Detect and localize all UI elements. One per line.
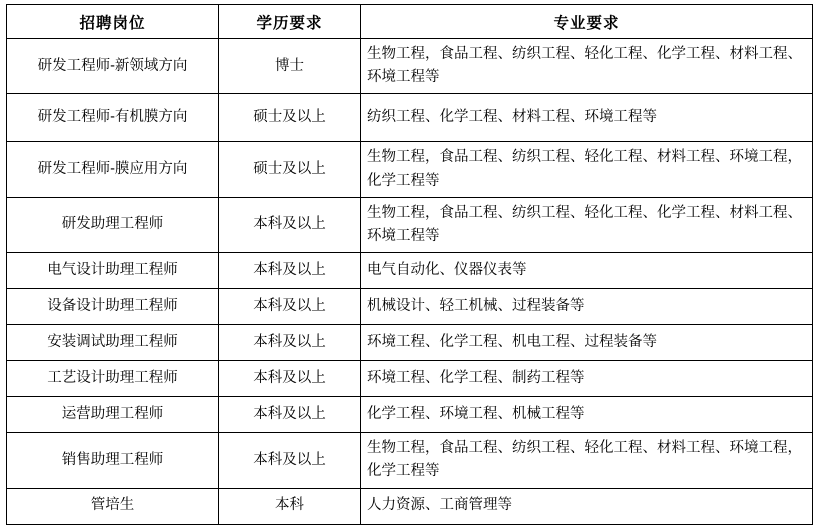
cell-major: 电气自动化、仪器仪表等 xyxy=(361,253,813,289)
cell-major: 环境工程、化学工程、机电工程、过程装备等 xyxy=(361,325,813,361)
cell-education: 本科 xyxy=(219,488,361,524)
column-header-post: 招聘岗位 xyxy=(7,5,219,39)
cell-post: 工艺设计助理工程师 xyxy=(7,361,219,397)
cell-post: 电气设计助理工程师 xyxy=(7,253,219,289)
cell-education: 硕士及以上 xyxy=(219,94,361,142)
cell-major: 化学工程、环境工程、机械工程等 xyxy=(361,397,813,433)
cell-education: 本科及以上 xyxy=(219,197,361,252)
table-row xyxy=(7,325,813,361)
table-row xyxy=(7,253,813,289)
cell-major: 机械设计、轻工机械、过程装备等 xyxy=(361,289,813,325)
table-row xyxy=(7,433,813,488)
table-row xyxy=(7,197,813,252)
table-row xyxy=(7,361,813,397)
table-row xyxy=(7,397,813,433)
column-header-education: 学历要求 xyxy=(219,5,361,39)
cell-post: 运营助理工程师 xyxy=(7,397,219,433)
table-row xyxy=(7,289,813,325)
cell-post: 管培生 xyxy=(7,488,219,524)
table-body xyxy=(7,39,813,525)
column-header-major: 专业要求 xyxy=(361,5,813,39)
cell-post: 研发工程师-膜应用方向 xyxy=(7,142,219,197)
cell-major: 生物工程，食品工程、纺织工程、轻化工程、化学工程、材料工程、环境工程等 xyxy=(361,197,813,252)
table-row xyxy=(7,39,813,94)
cell-major: 人力资源、工商管理等 xyxy=(361,488,813,524)
cell-education: 本科及以上 xyxy=(219,361,361,397)
cell-post: 研发工程师-有机膜方向 xyxy=(7,94,219,142)
cell-post: 研发助理工程师 xyxy=(7,197,219,252)
cell-education: 本科及以上 xyxy=(219,433,361,488)
cell-education: 本科及以上 xyxy=(219,397,361,433)
cell-major: 环境工程、化学工程、制药工程等 xyxy=(361,361,813,397)
table-row xyxy=(7,488,813,524)
cell-major: 生物工程，食品工程、纺织工程、轻化工程、化学工程、材料工程、环境工程等 xyxy=(361,39,813,94)
cell-education: 本科及以上 xyxy=(219,253,361,289)
table-header xyxy=(7,5,813,39)
cell-major: 生物工程，食品工程、纺织工程、轻化工程、材料工程、环境工程，化学工程等 xyxy=(361,433,813,488)
cell-post: 安装调试助理工程师 xyxy=(7,325,219,361)
cell-post: 销售助理工程师 xyxy=(7,433,219,488)
cell-education: 本科及以上 xyxy=(219,289,361,325)
cell-education: 本科及以上 xyxy=(219,325,361,361)
recruitment-table xyxy=(6,4,813,525)
table-header-row xyxy=(7,5,813,39)
table-row xyxy=(7,94,813,142)
cell-education: 博士 xyxy=(219,39,361,94)
table-row xyxy=(7,142,813,197)
cell-post: 研发工程师-新领域方向 xyxy=(7,39,219,94)
cell-education: 硕士及以上 xyxy=(219,142,361,197)
cell-major: 纺织工程、化学工程、材料工程、环境工程等 xyxy=(361,94,813,142)
cell-post: 设备设计助理工程师 xyxy=(7,289,219,325)
cell-major: 生物工程，食品工程、纺织工程、轻化工程、材料工程、环境工程，化学工程等 xyxy=(361,142,813,197)
